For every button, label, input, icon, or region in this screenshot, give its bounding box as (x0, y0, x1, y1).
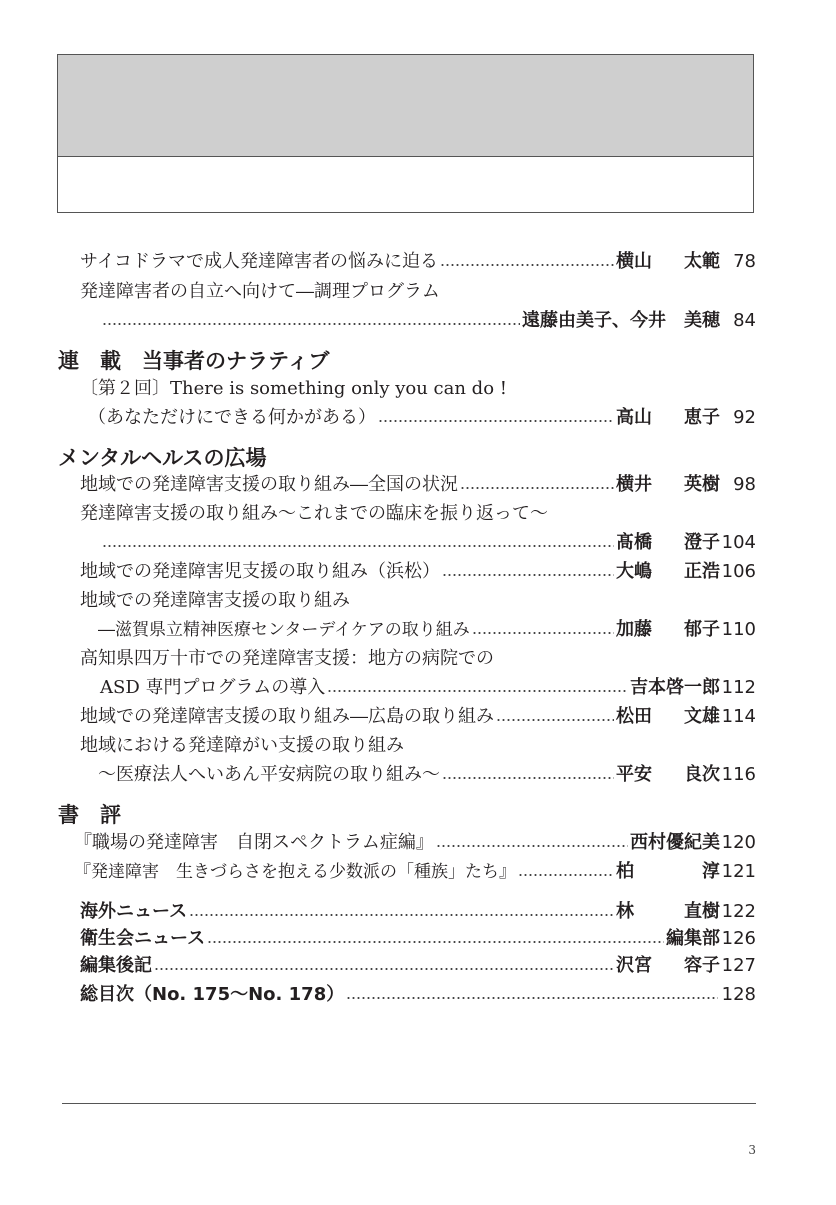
entry-page: 112 (721, 677, 756, 698)
toc-entry[interactable] (0, 981, 836, 1009)
entry-title: 衛生会ニュース (80, 928, 206, 949)
leader-dots (496, 703, 614, 731)
toc-entry-title-line[interactable] (0, 375, 836, 403)
toc-entry-title-line[interactable] (0, 587, 836, 615)
entry-page: 126 (721, 928, 756, 949)
entry-title: 地域での発達障害児支援の取り組み（浜松） (80, 561, 440, 582)
entry-title: 地域での発達障害支援の取り組み―広島の取り組み (80, 706, 494, 727)
entry-author: 横井 英樹 (616, 474, 720, 495)
toc-entry[interactable] (0, 703, 836, 731)
toc-entry[interactable] (0, 616, 836, 644)
leader-dots (189, 898, 614, 926)
entry-author: 柏 淳 (616, 861, 720, 882)
toc-entry-title-line[interactable] (0, 732, 836, 760)
entry-title: 〔第２回〕There is something only you can do ! (80, 378, 507, 399)
toc-entry[interactable] (0, 898, 836, 926)
entry-title: 地域での発達障害支援の取り組み―全国の状況 (80, 474, 458, 495)
entry-page: 128 (721, 984, 756, 1005)
header-box (57, 54, 754, 213)
entry-page: 122 (721, 901, 756, 922)
entry-author: 高山 恵子 (616, 407, 720, 428)
leader-dots (346, 981, 718, 1009)
header-gray-band (58, 55, 753, 157)
entry-page: 127 (721, 955, 756, 976)
entry-page: 106 (721, 561, 756, 582)
section-heading-reviews: 書 評 (58, 803, 121, 827)
entry-title: 高知県四万十市での発達障害支援：地方の病院での (80, 648, 494, 669)
toc-entry[interactable] (0, 248, 836, 276)
toc-entry[interactable] (0, 674, 836, 702)
entry-author: 大嶋 正浩 (616, 561, 720, 582)
toc-entry-title-line[interactable] (0, 278, 836, 306)
section-heading-serial: 連 載 当事者のナラティブ (58, 349, 330, 373)
entry-author: 髙橋 澄子 (616, 532, 720, 553)
leader-dots (327, 674, 628, 702)
footer-rule (62, 1103, 756, 1104)
leader-dots (518, 858, 614, 886)
entry-subtitle: ASD 専門プログラムの導入 (100, 677, 326, 698)
toc-entry[interactable] (0, 471, 836, 499)
page-number: 3 (748, 1143, 756, 1157)
entry-title: 地域での発達障害支援の取り組み (80, 590, 350, 611)
entry-title: サイコドラマで成人発達障害者の悩みに迫る (80, 251, 439, 272)
leader-dots (472, 616, 614, 644)
entry-author: 吉本啓一郎 (630, 677, 720, 698)
entry-author: 沢宮 容子 (616, 955, 720, 976)
entry-page: 114 (721, 706, 756, 727)
entry-author: 松田 文雄 (616, 706, 720, 727)
entry-title: 編集後記 (80, 955, 152, 976)
leader-dots (378, 404, 614, 432)
entry-page: 84 (733, 310, 756, 331)
entry-page: 116 (721, 764, 756, 785)
toc-entry-leader-line[interactable] (0, 307, 836, 335)
entry-page: 92 (733, 407, 756, 428)
entry-page: 110 (721, 619, 756, 640)
leader-dots (102, 307, 520, 335)
toc-entry[interactable] (0, 558, 836, 586)
leader-dots (102, 529, 614, 557)
entry-page: 98 (733, 474, 756, 495)
toc-entry-title-line[interactable] (0, 500, 836, 528)
entry-subtitle: ～医療法人へいあん平安病院の取り組み～ (98, 764, 440, 785)
toc-entry[interactable] (0, 404, 836, 432)
leader-dots (154, 952, 614, 980)
entry-author: 平安 良次 (616, 764, 720, 785)
entry-title: 海外ニュース (80, 901, 188, 922)
section-heading-mental-health: メンタルヘルスの広場 (58, 446, 267, 470)
entry-title: 発達障害者の自立へ向けて―調理プログラム (80, 281, 440, 302)
entry-author: 加藤 郁子 (616, 619, 720, 640)
entry-author: 横山 太範 (616, 251, 720, 272)
toc-entry[interactable] (0, 761, 836, 789)
entry-subtitle: （あなただけにできる何かがある） (88, 407, 376, 428)
entry-author: 西村優紀美 (630, 832, 720, 853)
entry-page: 104 (721, 532, 756, 553)
entry-author: 編集部 (666, 928, 720, 949)
entry-author: 林 直樹 (616, 901, 720, 922)
entry-subtitle: ―滋賀県立精神医療センターデイケアの取り組み (98, 620, 470, 640)
leader-dots (442, 558, 614, 586)
entry-page: 78 (733, 251, 756, 272)
toc-entry[interactable] (0, 925, 836, 953)
entry-title: 発達障害支援の取り組み～これまでの臨床を振り返って～ (80, 503, 548, 524)
leader-dots (442, 761, 614, 789)
entry-author: 遠藤由美子、今井 美穂 (522, 310, 720, 331)
entry-title: 『発達障害 生きづらさを抱える少数派の「種族」たち』 (74, 862, 516, 882)
toc-entry[interactable] (0, 952, 836, 980)
entry-title: 総目次（No. 175～No. 178） (80, 984, 345, 1005)
toc-entry-title-line[interactable] (0, 645, 836, 673)
entry-title: 地域における発達障がい支援の取り組み (80, 735, 404, 756)
entry-title: 『職場の発達障害 自閉スペクトラム症編』 (74, 832, 434, 853)
toc-entry-leader-line[interactable] (0, 529, 836, 557)
leader-dots (460, 471, 614, 499)
entry-page: 120 (721, 832, 756, 853)
leader-dots (440, 248, 614, 276)
toc-entry[interactable] (0, 858, 836, 886)
entry-page: 121 (721, 861, 756, 882)
leader-dots (436, 829, 628, 857)
leader-dots (207, 925, 664, 953)
toc-entry[interactable] (0, 829, 836, 857)
